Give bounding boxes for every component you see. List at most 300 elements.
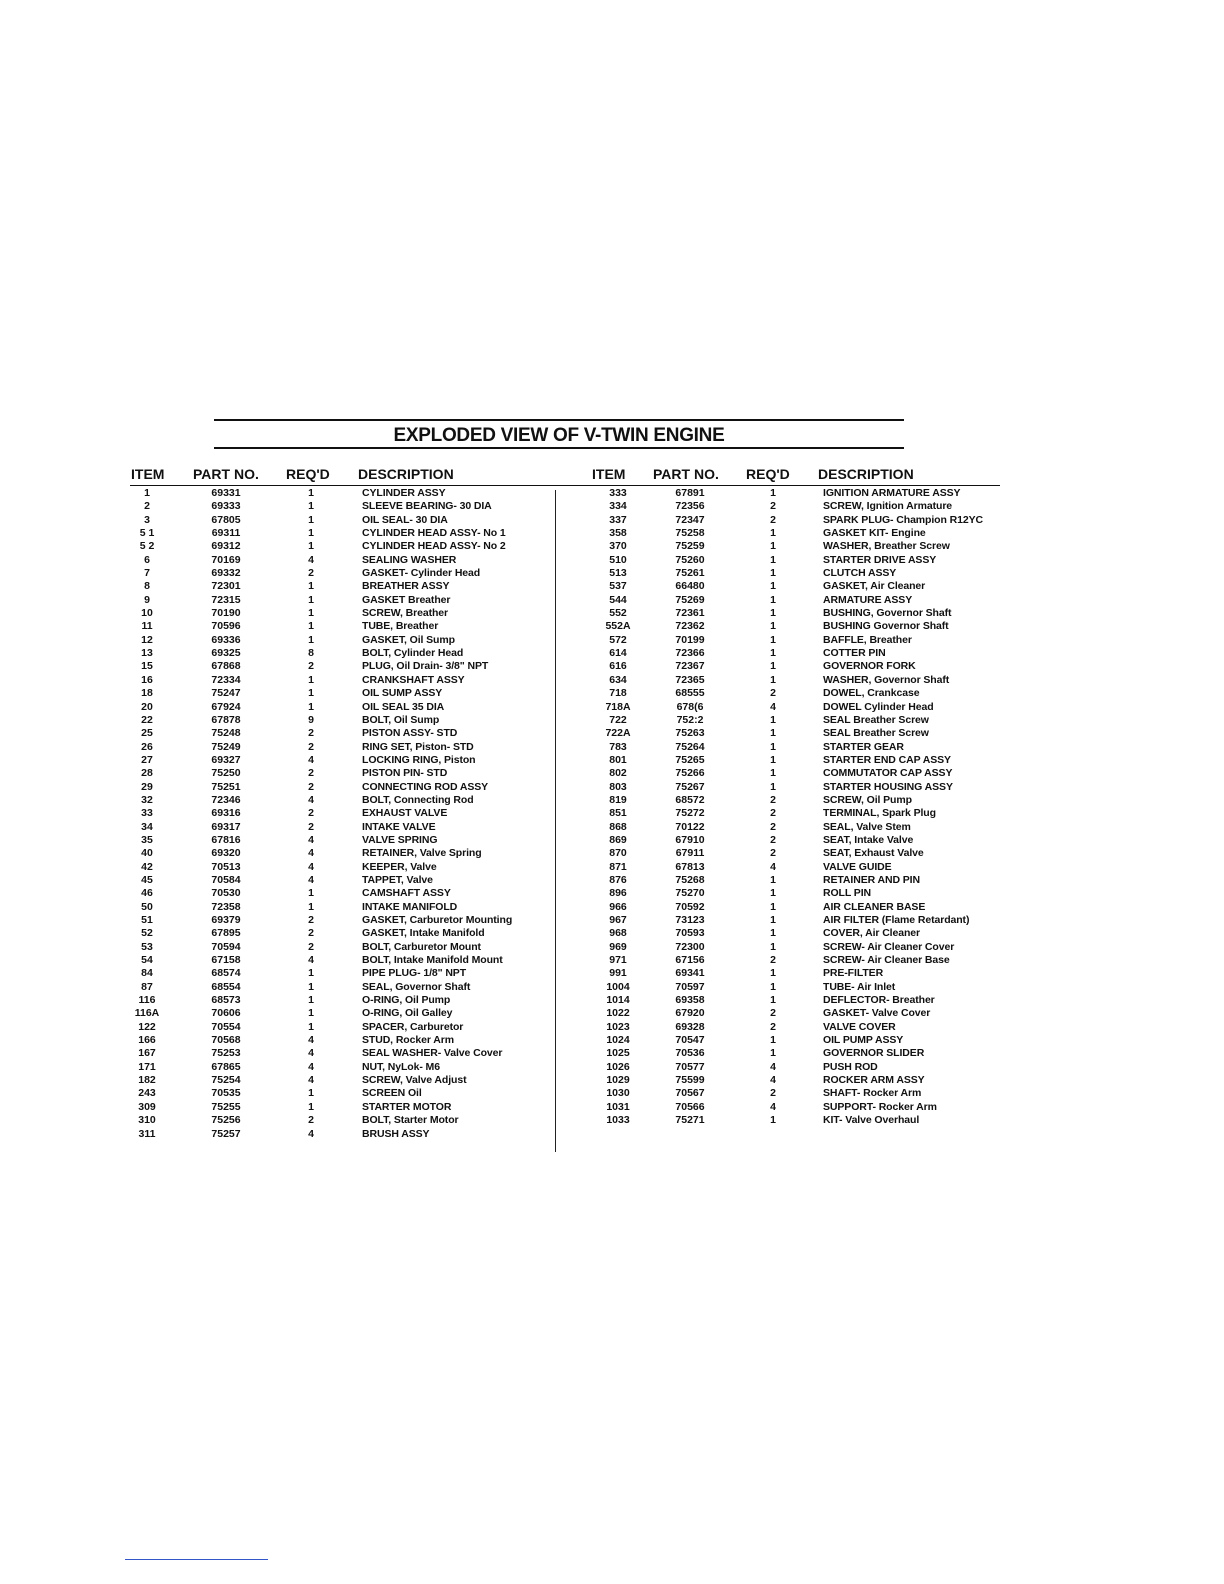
table-row [560, 500, 1020, 513]
description-cell: BREATHER ASSY [362, 580, 450, 593]
item-cell: 718A [605, 700, 631, 713]
description-cell: RING SET, Piston- STD [362, 740, 474, 753]
part-no-cell: 70513 [211, 860, 241, 873]
reqd-cell: 4 [770, 860, 776, 873]
part-no-cell: 69358 [675, 994, 705, 1007]
table-row [560, 594, 1020, 607]
item-cell: 33 [141, 807, 153, 820]
description-cell: OIL SUMP ASSY [362, 687, 443, 700]
part-no-cell: 69312 [211, 540, 241, 553]
table-row [0, 1034, 560, 1047]
item-cell: 334 [609, 500, 627, 513]
item-cell: 722 [609, 713, 627, 726]
part-no-cell: 72356 [675, 500, 705, 513]
reqd-cell: 4 [308, 847, 314, 860]
right-header-reqd: REQ'D [746, 466, 790, 482]
item-cell: 311 [138, 1127, 156, 1140]
reqd-cell: 2 [770, 1020, 776, 1033]
table-row [560, 647, 1020, 660]
item-cell: 51 [141, 914, 153, 926]
part-no-cell: 75255 [211, 1100, 241, 1113]
table-row [0, 647, 560, 660]
right-header-description: DESCRIPTION [818, 466, 914, 482]
part-no-cell: 67805 [211, 513, 241, 526]
description-cell: OIL SEAL 35 DIA [362, 700, 445, 713]
item-cell: 1023 [606, 1020, 630, 1033]
table-row [560, 714, 1020, 727]
part-no-cell: 70536 [675, 1047, 705, 1060]
table-row [560, 861, 1020, 874]
table-row [560, 1021, 1020, 1034]
item-cell: 32 [141, 793, 153, 806]
reqd-cell: 1 [770, 767, 776, 780]
title-top-rule [214, 419, 904, 421]
part-no-cell: 69333 [211, 500, 241, 513]
description-cell: SEAL, Governor Shaft [362, 980, 471, 993]
right-parts-table [560, 487, 1020, 1128]
item-cell: 34 [141, 820, 153, 833]
table-row [0, 580, 560, 593]
reqd-cell: 4 [308, 1034, 314, 1047]
table-row [0, 714, 560, 727]
description-cell: GOVERNOR SLIDER [823, 1047, 925, 1060]
reqd-cell: 1 [308, 887, 314, 900]
item-cell: 1 [144, 487, 150, 499]
table-row [0, 540, 560, 553]
part-no-cell: 70593 [675, 927, 705, 940]
reqd-cell: 1 [770, 753, 776, 766]
table-row [0, 1074, 560, 1087]
table-row [560, 580, 1020, 593]
table-row [0, 487, 560, 500]
description-cell: NUT, NyLok- M6 [362, 1060, 440, 1073]
item-cell: 5 1 [139, 527, 155, 540]
description-cell: STUD, Rocker Arm [362, 1034, 454, 1047]
table-row [560, 1034, 1020, 1047]
item-cell: 871 [609, 860, 627, 873]
table-row [0, 674, 560, 687]
description-cell: SPARK PLUG- Champion R12YC [823, 513, 983, 526]
table-row [0, 567, 560, 580]
reqd-cell: 2 [308, 727, 314, 740]
description-cell: STARTER END CAP ASSY [823, 753, 951, 766]
item-cell: 3 [144, 513, 150, 526]
description-cell: VALVE SPRING [362, 833, 438, 846]
reqd-cell: 4 [308, 954, 314, 967]
item-cell: 26 [141, 740, 153, 753]
reqd-cell: 1 [308, 633, 314, 646]
part-no-cell: 75263 [675, 727, 705, 740]
item-cell: 1031 [606, 1100, 630, 1113]
description-cell: STARTER GEAR [823, 740, 904, 753]
description-cell: BAFFLE, Breather [823, 633, 912, 646]
part-no-cell: 72362 [675, 620, 705, 633]
part-no-cell: 67158 [211, 954, 241, 967]
item-cell: 358 [609, 527, 627, 540]
table-row [560, 660, 1020, 673]
part-no-cell: 752:2 [676, 713, 704, 726]
part-no-cell: 68573 [211, 994, 241, 1007]
table-row [0, 927, 560, 940]
part-no-cell: 67924 [211, 700, 241, 713]
part-no-cell: 68554 [211, 980, 241, 993]
item-cell: 116 [138, 994, 156, 1007]
item-cell: 309 [138, 1100, 156, 1113]
reqd-cell: 4 [308, 1047, 314, 1060]
description-cell: BOLT, Intake Manifold Mount [362, 954, 503, 967]
description-cell: STARTER DRIVE ASSY [823, 553, 937, 566]
reqd-cell: 4 [770, 1060, 776, 1073]
part-no-cell: 75261 [675, 567, 705, 580]
left-header-description: DESCRIPTION [358, 466, 454, 482]
table-row [0, 821, 560, 834]
part-no-cell: 72365 [675, 673, 705, 686]
description-cell: BOLT, Connecting Rod [362, 793, 474, 806]
part-no-cell: 75250 [211, 767, 241, 780]
reqd-cell: 2 [308, 1114, 314, 1127]
description-cell: OIL SEAL- 30 DIA [362, 513, 448, 526]
reqd-cell: 4 [770, 700, 776, 713]
table-row [560, 994, 1020, 1007]
description-cell: PUSH ROD [823, 1060, 878, 1073]
part-no-cell: 678(6 [676, 700, 704, 713]
table-row [560, 527, 1020, 540]
description-cell: ARMATURE ASSY [823, 593, 913, 606]
reqd-cell: 1 [770, 553, 776, 566]
item-cell: 25 [141, 727, 153, 740]
part-no-cell: 69379 [211, 914, 241, 926]
part-no-cell: 75248 [211, 727, 241, 740]
description-cell: ROLL PIN [823, 887, 872, 900]
reqd-cell: 1 [770, 593, 776, 606]
item-cell: 537 [609, 580, 627, 593]
item-cell: 803 [609, 780, 627, 793]
reqd-cell: 1 [770, 527, 776, 540]
part-no-cell: 69317 [211, 820, 241, 833]
reqd-cell: 1 [770, 727, 776, 740]
description-cell: GASKET- Valve Cover [823, 1007, 931, 1020]
table-row [0, 607, 560, 620]
table-row [0, 1114, 560, 1127]
description-cell: PLUG, Oil Drain- 3/8" NPT [362, 660, 489, 673]
reqd-cell: 1 [770, 994, 776, 1007]
reqd-cell: 1 [770, 1114, 776, 1127]
item-cell: 54 [141, 954, 153, 967]
description-cell: CONNECTING ROD ASSY [362, 780, 489, 793]
item-cell: 9 [144, 593, 150, 606]
description-cell: DOWEL Cylinder Head [823, 700, 934, 713]
table-row [560, 1114, 1020, 1127]
part-no-cell: 67911 [675, 847, 705, 860]
part-no-cell: 70547 [675, 1034, 705, 1047]
description-cell: BUSHING Governor Shaft [823, 620, 949, 633]
item-cell: 802 [609, 767, 627, 780]
reqd-cell: 1 [770, 660, 776, 673]
reqd-cell: 1 [770, 887, 776, 900]
part-no-cell: 67891 [675, 487, 705, 499]
reqd-cell: 1 [770, 580, 776, 593]
table-row [560, 727, 1020, 740]
part-no-cell: 72361 [675, 607, 705, 620]
part-no-cell: 75265 [675, 753, 705, 766]
part-no-cell: 69331 [211, 487, 241, 499]
reqd-cell: 1 [770, 873, 776, 886]
description-cell: CYLINDER HEAD ASSY- No 1 [362, 527, 506, 540]
reqd-cell: 1 [770, 967, 776, 980]
table-row [0, 500, 560, 513]
item-cell: 167 [138, 1047, 156, 1060]
description-cell: DOWEL, Crankcase [823, 687, 920, 700]
item-cell: 18 [141, 687, 153, 700]
item-cell: 15 [141, 660, 153, 673]
reqd-cell: 1 [770, 633, 776, 646]
table-row [0, 620, 560, 633]
reqd-cell: 1 [770, 1047, 776, 1060]
part-no-cell: 75260 [675, 553, 705, 566]
table-row [560, 1087, 1020, 1100]
item-cell: 42 [141, 860, 153, 873]
description-cell: BOLT, Carburetor Mount [362, 940, 481, 953]
part-no-cell: 73123 [675, 914, 705, 926]
table-row [560, 674, 1020, 687]
part-no-cell: 70535 [211, 1087, 241, 1100]
table-row [560, 927, 1020, 940]
description-cell: GOVERNOR FORK [823, 660, 916, 673]
part-no-cell: 67816 [211, 833, 241, 846]
description-cell: DEFLECTOR- Breather [823, 994, 935, 1007]
table-row [0, 874, 560, 887]
description-cell: KEEPER, Valve [362, 860, 437, 873]
reqd-cell: 1 [770, 647, 776, 660]
item-cell: 5 2 [139, 540, 155, 553]
table-row [0, 1007, 560, 1020]
part-no-cell: 75251 [211, 780, 241, 793]
reqd-cell: 1 [308, 1007, 314, 1020]
item-cell: 510 [609, 553, 627, 566]
description-cell: CAMSHAFT ASSY [362, 887, 451, 900]
description-cell: GASKET- Cylinder Head [362, 567, 481, 580]
description-cell: INTAKE MANIFOLD [362, 900, 458, 913]
table-row [0, 1061, 560, 1074]
description-cell: IGNITION ARMATURE ASSY [823, 487, 961, 499]
item-cell: 337 [609, 513, 627, 526]
reqd-cell: 2 [770, 1087, 776, 1100]
table-row [560, 887, 1020, 900]
description-cell: SCREW, Oil Pump [823, 793, 912, 806]
part-no-cell: 72315 [211, 593, 241, 606]
description-cell: GASKET, Air Cleaner [823, 580, 926, 593]
table-row [0, 887, 560, 900]
description-cell: RETAINER, Valve Spring [362, 847, 482, 860]
part-no-cell: 67895 [211, 927, 241, 940]
reqd-cell: 9 [308, 713, 314, 726]
table-row [0, 901, 560, 914]
table-row [560, 554, 1020, 567]
part-no-cell: 69311 [211, 527, 241, 540]
table-row [560, 981, 1020, 994]
table-row [560, 540, 1020, 553]
reqd-cell: 2 [308, 820, 314, 833]
table-row [0, 847, 560, 860]
item-cell: 16 [141, 673, 153, 686]
item-cell: 166 [138, 1034, 156, 1047]
item-cell: 333 [609, 487, 627, 499]
table-row [560, 620, 1020, 633]
part-no-cell: 75268 [675, 873, 705, 886]
table-row [560, 567, 1020, 580]
description-cell: SEAL, Valve Stem [823, 820, 911, 833]
table-row [0, 660, 560, 673]
title-bottom-rule [214, 447, 904, 449]
reqd-cell: 2 [770, 1007, 776, 1020]
item-cell: 634 [609, 673, 627, 686]
description-cell: BOLT, Starter Motor [362, 1114, 459, 1127]
reqd-cell: 1 [770, 740, 776, 753]
table-row [0, 994, 560, 1007]
item-cell: 370 [609, 540, 627, 553]
item-cell: 968 [609, 927, 627, 940]
table-row [0, 727, 560, 740]
item-cell: 991 [609, 967, 627, 980]
reqd-cell: 2 [308, 780, 314, 793]
description-cell: PRE-FILTER [823, 967, 884, 980]
table-row [0, 981, 560, 994]
item-cell: 2 [144, 500, 150, 513]
reqd-cell: 1 [308, 994, 314, 1007]
table-row [560, 901, 1020, 914]
description-cell: OIL PUMP ASSY [823, 1034, 904, 1047]
right-header-item: ITEM [592, 466, 626, 482]
part-no-cell: 68572 [675, 793, 705, 806]
part-no-cell: 72347 [675, 513, 705, 526]
item-cell: 20 [141, 700, 153, 713]
item-cell: 1029 [606, 1074, 630, 1087]
description-cell: AIR FILTER (Flame Retardant) [823, 914, 970, 926]
item-cell: 513 [609, 567, 627, 580]
description-cell: TERMINAL, Spark Plug [823, 807, 936, 820]
description-cell: LOCKING RING, Piston [362, 753, 476, 766]
table-row [560, 941, 1020, 954]
description-cell: COVER, Air Cleaner [823, 927, 921, 940]
description-cell: BOLT, Oil Sump [362, 713, 440, 726]
table-row [0, 781, 560, 794]
item-cell: 7 [144, 567, 150, 580]
item-cell: 967 [609, 914, 627, 926]
part-no-cell: 75267 [675, 780, 705, 793]
reqd-cell: 2 [308, 660, 314, 673]
part-no-cell: 72300 [675, 940, 705, 953]
description-cell: SUPPORT- Rocker Arm [823, 1100, 937, 1113]
reqd-cell: 2 [770, 954, 776, 967]
part-no-cell: 75599 [675, 1074, 705, 1087]
part-no-cell: 70566 [675, 1100, 705, 1113]
reqd-cell: 2 [308, 740, 314, 753]
item-cell: 22 [141, 713, 153, 726]
part-no-cell: 67910 [675, 833, 705, 846]
part-no-cell: 70567 [675, 1087, 705, 1100]
item-cell: 8 [144, 580, 150, 593]
reqd-cell: 2 [770, 833, 776, 846]
table-row [560, 821, 1020, 834]
item-cell: 572 [609, 633, 627, 646]
table-row [560, 487, 1020, 500]
part-no-cell: 69341 [675, 967, 705, 980]
description-cell: SEAL Breather Screw [823, 727, 929, 740]
description-cell: AIR CLEANER BASE [823, 900, 926, 913]
description-cell: COMMUTATOR CAP ASSY [823, 767, 953, 780]
table-row [560, 767, 1020, 780]
reqd-cell: 1 [308, 500, 314, 513]
part-no-cell: 70606 [211, 1007, 241, 1020]
part-no-cell: 75258 [675, 527, 705, 540]
table-row [560, 794, 1020, 807]
table-row [560, 687, 1020, 700]
table-row [560, 634, 1020, 647]
description-cell: GASKET, Carburetor Mounting [362, 914, 513, 926]
reqd-cell: 1 [308, 513, 314, 526]
item-cell: 801 [609, 753, 627, 766]
description-cell: BRUSH ASSY [362, 1127, 430, 1140]
description-cell: SEAL WASHER- Valve Cover [362, 1047, 503, 1060]
item-cell: 27 [141, 753, 153, 766]
part-no-cell: 75249 [211, 740, 241, 753]
description-cell: GASKET, Oil Sump [362, 633, 455, 646]
description-cell: SCREW, Valve Adjust [362, 1074, 467, 1087]
description-cell: SCREW, Breather [362, 607, 449, 620]
description-cell: INTAKE VALVE [362, 820, 436, 833]
table-row [0, 767, 560, 780]
part-no-cell: 75259 [675, 540, 705, 553]
description-cell: O-RING, Oil Galley [362, 1007, 453, 1020]
table-row [0, 754, 560, 767]
item-cell: 46 [141, 887, 153, 900]
table-row [0, 741, 560, 754]
description-cell: KIT- Valve Overhaul [823, 1114, 920, 1127]
part-no-cell: 75247 [211, 687, 241, 700]
table-row [0, 1087, 560, 1100]
description-cell: COTTER PIN [823, 647, 886, 660]
left-parts-table [0, 487, 560, 1141]
reqd-cell: 1 [770, 620, 776, 633]
description-cell: RETAINER AND PIN [823, 873, 920, 886]
part-no-cell: 70199 [675, 633, 705, 646]
part-no-cell: 69332 [211, 567, 241, 580]
table-row [0, 554, 560, 567]
reqd-cell: 2 [770, 500, 776, 513]
item-cell: 84 [141, 967, 153, 980]
part-no-cell: 75257 [211, 1127, 241, 1140]
reqd-cell: 1 [770, 713, 776, 726]
description-cell: CRANKSHAFT ASSY [362, 673, 465, 686]
part-no-cell: 72301 [211, 580, 241, 593]
table-row [560, 1101, 1020, 1114]
table-row [0, 861, 560, 874]
reqd-cell: 2 [770, 687, 776, 700]
table-row [560, 834, 1020, 847]
table-row [560, 874, 1020, 887]
description-cell: BUSHING, Governor Shaft [823, 607, 952, 620]
description-cell: SEAT, Exhaust Valve [823, 847, 924, 860]
reqd-cell: 2 [308, 767, 314, 780]
table-row [0, 1101, 560, 1114]
reqd-cell: 1 [308, 527, 314, 540]
reqd-cell: 1 [770, 927, 776, 940]
description-cell: CYLINDER ASSY [362, 487, 446, 499]
part-no-cell: 67878 [211, 713, 241, 726]
reqd-cell: 4 [308, 793, 314, 806]
item-cell: 29 [141, 780, 153, 793]
reqd-cell: 2 [308, 807, 314, 820]
